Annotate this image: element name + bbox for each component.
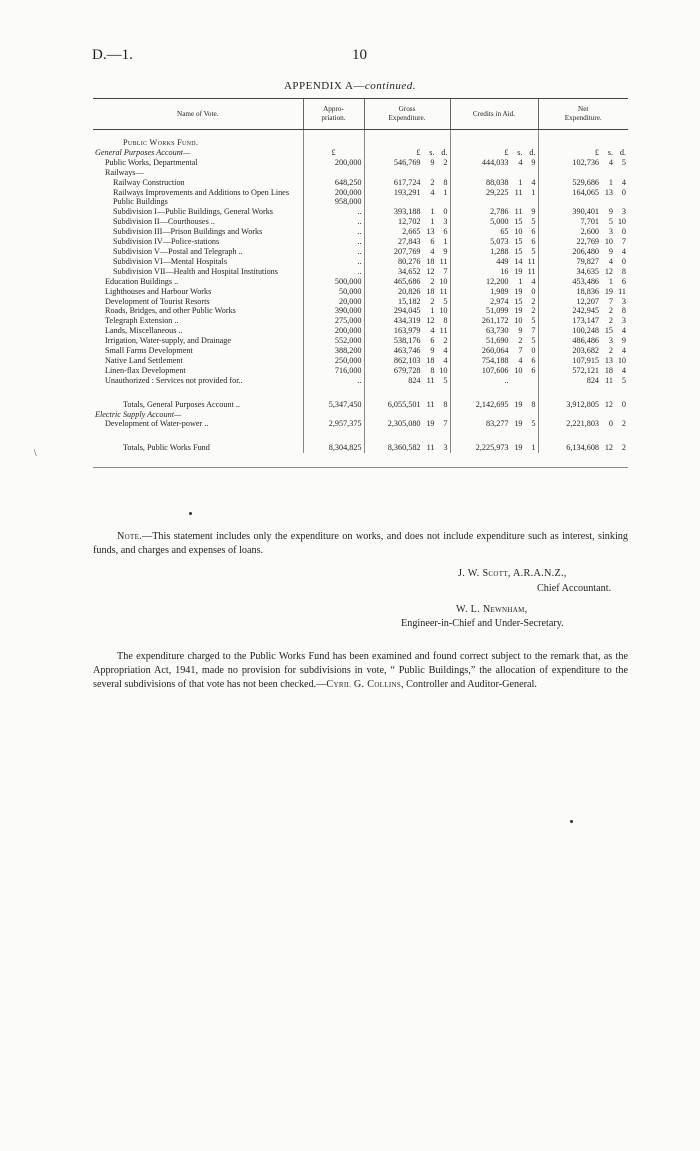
vote-name: Linen-flax Development xyxy=(105,365,186,375)
vote-name: Lighthouses and Harbour Works xyxy=(105,286,212,296)
net-expenditure: 18,836 19 11 xyxy=(538,287,628,297)
signature-scott-title: Chief Accountant. xyxy=(537,583,612,594)
table-row xyxy=(93,197,628,207)
signature-scott: J. W. Scott, A.R.A.N.Z., xyxy=(458,568,567,579)
gross-expenditure: 434,319 12 8 xyxy=(364,316,450,326)
col-header-appropriation: Appro- priation. xyxy=(303,99,364,130)
net-expenditure: 529,686 1 4 xyxy=(538,178,628,188)
credits-in-aid: 107,606 10 6 xyxy=(450,366,538,376)
unit-credits: £ s. d. xyxy=(450,148,538,158)
net-expenditure xyxy=(538,168,628,178)
electric-heading: Electric Supply Account— xyxy=(95,409,182,419)
credits-in-aid: 261,172 10 5 xyxy=(450,316,538,326)
gross-expenditure: 15,182 2 5 xyxy=(364,297,450,307)
vote-name: Lands, Miscellaneous .. xyxy=(105,326,183,336)
credits-in-aid: 88,038 1 4 xyxy=(450,178,538,188)
credits-in-aid: 449 14 11 xyxy=(450,257,538,267)
vote-name: Development of Water-power .. xyxy=(105,419,209,429)
credits-in-aid: 2,225,973 19 1 xyxy=(450,443,538,453)
appropriation: .. xyxy=(303,207,364,217)
account-heading-row xyxy=(93,148,628,158)
net-expenditure: 107,915 13 10 xyxy=(538,356,628,366)
vote-name: Subdivision V—Postal and Telegraph .. xyxy=(113,246,243,256)
unit-gross: £ s. d. xyxy=(364,148,450,158)
appropriation: 275,000 xyxy=(303,316,364,326)
table-row xyxy=(93,346,628,356)
table-row xyxy=(93,267,628,277)
net-expenditure xyxy=(538,197,628,207)
appropriation: 958,000 xyxy=(303,197,364,207)
appropriation: 648,250 xyxy=(303,178,364,188)
table-row xyxy=(93,217,628,227)
gross-expenditure: 679,728 8 10 xyxy=(364,366,450,376)
table-row xyxy=(93,257,628,267)
gross-expenditure: 6,055,501 11 8 xyxy=(364,400,450,410)
expenditure-table xyxy=(93,98,628,468)
table-row xyxy=(93,207,628,217)
table-row xyxy=(93,336,628,346)
col-header-net: Net Expenditure. xyxy=(538,99,628,130)
net-expenditure: 2,221,803 0 2 xyxy=(538,419,628,429)
credits-in-aid: 5,000 15 5 xyxy=(450,217,538,227)
appropriation: 2,957,375 xyxy=(303,419,364,429)
gross-expenditure xyxy=(364,168,450,178)
net-expenditure: 203,682 2 4 xyxy=(538,346,628,356)
gross-expenditure: 8,360,582 11 3 xyxy=(364,443,450,453)
table-row xyxy=(93,237,628,247)
credits-in-aid: 444,033 4 9 xyxy=(450,158,538,168)
vote-name: Subdivision III—Prison Buildings and Works xyxy=(113,227,263,237)
gross-expenditure: 207,769 4 9 xyxy=(364,247,450,257)
appropriation: 500,000 xyxy=(303,277,364,287)
appropriation: .. xyxy=(303,376,364,386)
document-reference: D.—1. xyxy=(92,47,133,63)
net-expenditure: 486,486 3 9 xyxy=(538,336,628,346)
appropriation: .. xyxy=(303,247,364,257)
appropriation: 716,000 xyxy=(303,366,364,376)
vote-name: Telegraph Extension .. xyxy=(105,316,179,326)
gross-expenditure: 393,188 1 0 xyxy=(364,207,450,217)
table-row xyxy=(93,316,628,326)
net-expenditure: 572,121 18 4 xyxy=(538,366,628,376)
vote-name: Public Buildings xyxy=(113,197,168,207)
appropriation: .. xyxy=(303,217,364,227)
gross-expenditure: 546,769 9 2 xyxy=(364,158,450,168)
gross-expenditure: 465,686 2 10 xyxy=(364,277,450,287)
appropriation: 388,200 xyxy=(303,346,364,356)
account-heading: General Purposes Account— xyxy=(95,147,191,157)
gross-expenditure: 617,724 2 8 xyxy=(364,178,450,188)
section-heading-row xyxy=(93,130,628,148)
gross-expenditure: 27,843 6 1 xyxy=(364,237,450,247)
net-expenditure: 22,769 10 7 xyxy=(538,237,628,247)
electric-heading-row xyxy=(93,410,628,420)
vote-name: Small Farms Development xyxy=(105,346,193,356)
section-heading: Public Works Fund. xyxy=(123,138,199,147)
net-expenditure: 3,912,805 12 0 xyxy=(538,400,628,410)
vote-name: Unauthorized : Services not provided for.. xyxy=(105,375,243,385)
credits-in-aid: 29,225 11 1 xyxy=(450,188,538,198)
appropriation: 50,000 xyxy=(303,287,364,297)
margin-mark: \ xyxy=(34,448,37,458)
credits-in-aid: 12,200 1 4 xyxy=(450,277,538,287)
gross-expenditure: 2,305,080 19 7 xyxy=(364,419,450,429)
vote-name: Subdivision IV—Police-stations xyxy=(113,237,220,247)
gross-expenditure: 824 11 5 xyxy=(364,376,450,386)
appendix-title: APPENDIX A—continued. xyxy=(283,80,417,92)
table-row xyxy=(93,306,628,316)
totals-general-purposes-row xyxy=(93,400,628,410)
credits-in-aid: 2,142,695 19 8 xyxy=(450,400,538,410)
net-expenditure: 164,065 13 0 xyxy=(538,188,628,198)
credits-in-aid: 16 19 11 xyxy=(450,267,538,277)
credits-in-aid: 65 10 6 xyxy=(450,227,538,237)
credits-in-aid: 5,073 15 6 xyxy=(450,237,538,247)
credits-in-aid: 51,690 2 5 xyxy=(450,336,538,346)
gross-expenditure: 862,103 18 4 xyxy=(364,356,450,366)
col-header-gross: Gross Expenditure. xyxy=(364,99,450,130)
credits-in-aid: 260,064 7 0 xyxy=(450,346,538,356)
net-expenditure: 12,207 7 3 xyxy=(538,297,628,307)
gross-expenditure: 193,291 4 1 xyxy=(364,188,450,198)
net-expenditure: 173,147 2 3 xyxy=(538,316,628,326)
page-number: 10 xyxy=(352,47,367,63)
col-header-credits: Credits in Aid. xyxy=(450,99,538,130)
table-row xyxy=(93,287,628,297)
table-row xyxy=(93,326,628,336)
table-row xyxy=(93,366,628,376)
vote-name: Subdivision VI—Mental Hospitals xyxy=(113,256,228,266)
signature-newnham: W. L. Newnham, xyxy=(456,604,528,615)
note-paragraph: Note.—This statement includes only the expenditure on works, and does not include expenditure such as interest, sinking funds, and charges and expenses of loans. xyxy=(93,531,628,556)
table-row xyxy=(93,297,628,307)
appropriation: 552,000 xyxy=(303,336,364,346)
table-row xyxy=(93,188,628,198)
credits-in-aid: 1,989 19 0 xyxy=(450,287,538,297)
gross-expenditure: 80,276 18 11 xyxy=(364,257,450,267)
appropriation: 200,000 xyxy=(303,326,364,336)
vote-name: Subdivision I—Public Buildings, General Works xyxy=(113,207,273,217)
signature-newnham-title: Engineer-in-Chief and Under-Secretary. xyxy=(401,618,564,629)
appropriation: 200,000 xyxy=(303,158,364,168)
col-header-name: Name of Vote. xyxy=(93,99,303,130)
net-expenditure: 390,401 9 3 xyxy=(538,207,628,217)
gross-expenditure: 34,652 12 7 xyxy=(364,267,450,277)
table-row xyxy=(93,227,628,237)
audit-paragraph: The expenditure charged to the Public Works Fund has been examined and found correct subject to the remark that, as the Appropriation Act, 1941, made no provision for subdivisions in vote, “ Public Buildings,” the allocation of expenditure to the several subdivisions of that vote has not been checked.—Cyril G. Collins, Controller and Auditor-General. xyxy=(93,651,628,690)
net-expenditure: 7,701 5 10 xyxy=(538,217,628,227)
table-row xyxy=(93,168,628,178)
unit-appr: £ xyxy=(303,148,364,158)
credits-in-aid: 2,786 11 9 xyxy=(450,207,538,217)
gross-expenditure: 2,665 13 6 xyxy=(364,227,450,237)
appropriation: 390,000 xyxy=(303,306,364,316)
totals-public-works-fund-row xyxy=(93,443,628,453)
credits-in-aid: 754,188 4 6 xyxy=(450,356,538,366)
credits-in-aid xyxy=(450,168,538,178)
appropriation: 8,304,825 xyxy=(303,443,364,453)
vote-name: Irrigation, Water-supply, and Drainage xyxy=(105,336,232,346)
appropriation: 5,347,450 xyxy=(303,400,364,410)
table-header-row xyxy=(93,99,628,130)
net-expenditure: 206,480 9 4 xyxy=(538,247,628,257)
vote-name: Subdivision VII—Health and Hospital Institutions xyxy=(113,266,278,276)
table-row xyxy=(93,158,628,168)
electric-supply-row xyxy=(93,419,628,429)
vote-name: Roads, Bridges, and other Public Works xyxy=(105,306,236,316)
credits-in-aid: .. xyxy=(450,376,538,386)
table-row xyxy=(93,178,628,188)
table-row xyxy=(93,376,628,386)
vote-name: Railway Construction xyxy=(113,177,185,187)
print-dot xyxy=(570,820,573,823)
appropriation: 200,000 xyxy=(303,188,364,198)
gross-expenditure: 163,979 4 11 xyxy=(364,326,450,336)
table-row xyxy=(93,277,628,287)
gross-expenditure xyxy=(364,197,450,207)
vote-name: Subdivision II—Courthouses .. xyxy=(113,217,215,227)
gross-expenditure: 538,176 6 2 xyxy=(364,336,450,346)
appropriation xyxy=(303,168,364,178)
appropriation: .. xyxy=(303,227,364,237)
credits-in-aid: 83,277 19 5 xyxy=(450,419,538,429)
net-expenditure: 79,827 4 0 xyxy=(538,257,628,267)
net-expenditure: 453,486 1 6 xyxy=(538,277,628,287)
unit-net: £ s. d. xyxy=(538,148,628,158)
gross-expenditure: 463,746 9 4 xyxy=(364,346,450,356)
appropriation: .. xyxy=(303,237,364,247)
vote-name: Development of Tourist Resorts xyxy=(105,296,210,306)
vote-name: Education Buildings .. xyxy=(105,276,179,286)
print-dot xyxy=(189,512,192,515)
net-expenditure: 100,248 15 4 xyxy=(538,326,628,336)
credits-in-aid: 1,288 15 5 xyxy=(450,247,538,257)
vote-name: Totals, Public Works Fund xyxy=(123,443,210,453)
net-expenditure: 102,736 4 5 xyxy=(538,158,628,168)
vote-name: Native Land Settlement xyxy=(105,355,183,365)
table-row xyxy=(93,356,628,366)
appropriation: .. xyxy=(303,257,364,267)
credits-in-aid: 51,099 19 2 xyxy=(450,306,538,316)
net-expenditure: 824 11 5 xyxy=(538,376,628,386)
table-row xyxy=(93,247,628,257)
net-expenditure: 2,600 3 0 xyxy=(538,227,628,237)
appropriation: 250,000 xyxy=(303,356,364,366)
credits-in-aid: 2,974 15 2 xyxy=(450,297,538,307)
net-expenditure: 242,945 2 8 xyxy=(538,306,628,316)
vote-name: Railways Improvements and Additions to Open Lines xyxy=(113,187,290,197)
net-expenditure: 34,635 12 8 xyxy=(538,267,628,277)
credits-in-aid: 63,730 9 7 xyxy=(450,326,538,336)
appropriation: 20,000 xyxy=(303,297,364,307)
credits-in-aid xyxy=(450,197,538,207)
vote-name: Railways— xyxy=(105,167,144,177)
net-expenditure: 6,134,608 12 2 xyxy=(538,443,628,453)
gross-expenditure: 294,045 1 10 xyxy=(364,306,450,316)
vote-name: Public Works, Departmental xyxy=(105,157,198,167)
appropriation: .. xyxy=(303,267,364,277)
gross-expenditure: 20,826 18 11 xyxy=(364,287,450,297)
gross-expenditure: 12,702 1 3 xyxy=(364,217,450,227)
vote-name: Totals, General Purposes Account .. xyxy=(123,399,240,409)
